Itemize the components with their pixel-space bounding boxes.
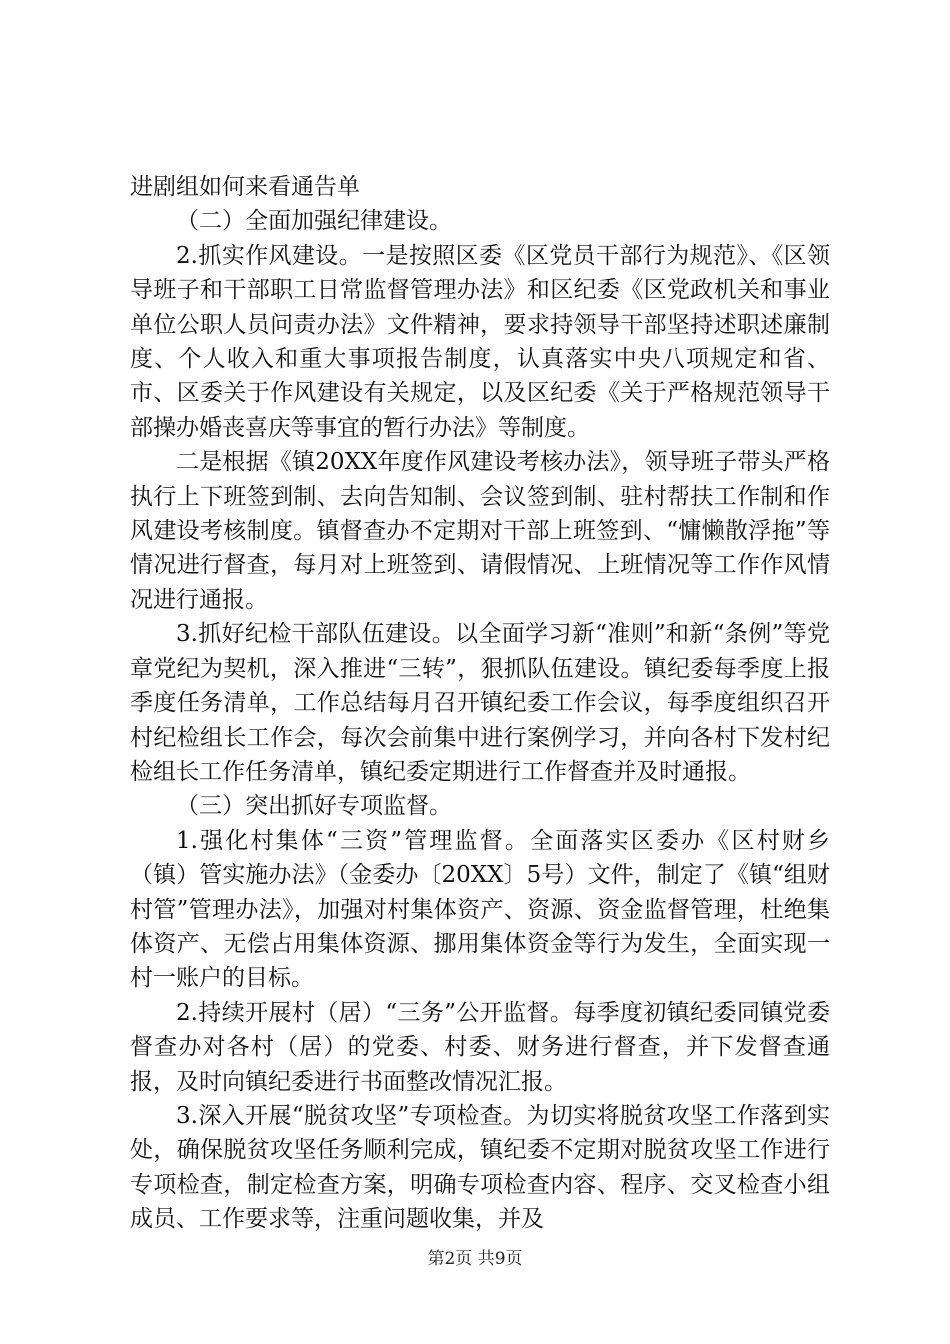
paragraph-poverty-alleviation: 3.深入开展“脱贫攻坚”专项检查。为切实将脱贫攻坚工作落到实处，确保脱贫攻坚任务顺利完成，镇纪委不定期对脱贫攻坚工作进行专项检查，制定检查方案，明确专项检查内容、程序、交叉检查小组成员、工作要求等，注重问题收集，并及 — [130, 1102, 830, 1233]
paragraph-heading-fragment: 进剧组如何来看通告单 — [130, 174, 360, 200]
document-body — [130, 170, 830, 1237]
section-heading-2: （二）全面加强纪律建设。 — [176, 208, 452, 235]
paragraph-discipline-team: 3.抓好纪检干部队伍建设。以全面学习新“准则”和新“条例”等党章党纪为契机，深入推进“三转”，狠抓队伍建设。镇纪委每季度上报季度任务清单，工作总结每月召开镇纪委工作会议，每季度组织召开村纪检组长工作会，每次会前集中进行案例学习，并向各村下发村纪检组长工作任务清单，镇纪委定期进行工作督查并及时通报。 — [130, 621, 830, 785]
page-number-footer: 第2页 共9页 — [427, 1249, 523, 1269]
paragraph-three-affairs: 2.持续开展村（居）“三务”公开监督。每季度初镇纪委同镇党委督查办对各村（居）的党委、村委、财务进行督查，并下发督查通报，及时向镇纪委进行书面整改情况汇报。 — [130, 999, 830, 1095]
section-heading-3: （三）突出抓好专项监督。 — [176, 793, 452, 820]
paragraph-three-assets: 1.强化村集体“三资”管理监督。全面落实区委办《区村财乡（镇）管实施办法》（金委办〔20XX〕5号）文件，制定了《镇“组财村管”管理办法》，加强对村集体资产、资源、资金监督管理，杜绝集体资产、无偿占用集体资源、挪用集体资金等行为发生，全面实现一村一账户的目标。 — [130, 827, 830, 992]
paragraph-work-style: 2.抓实作风建设。一是按照区委《区党员干部行为规范》、《区领导班子和干部职工日常监督管理办法》和区纪委《区党政机关和事业单位公职人员问责办法》文件精神，要求持领导干部坚持述职述廉制度、个人收入和重大事项报告制度，认真落实中央八项规定和省、市、区委关于作风建设有关规定，以及区纪委《关于严格规范领导干部操办婚丧喜庆等事宜的暂行办法》等制度。 — [130, 242, 830, 441]
paragraph-assessment: 二是根据《镇20XX年度作风建设考核办法》，领导班子带头严格执行上下班签到制、去向告知制、会议签到制、驻村帮扶工作制和作风建设考核制度。镇督查办不定期对干部上班签到、“慵懒散浮拖”等情况进行督查，每月对上班签到、请假情况、上班情况等工作作风情况进行通报。 — [130, 449, 830, 613]
